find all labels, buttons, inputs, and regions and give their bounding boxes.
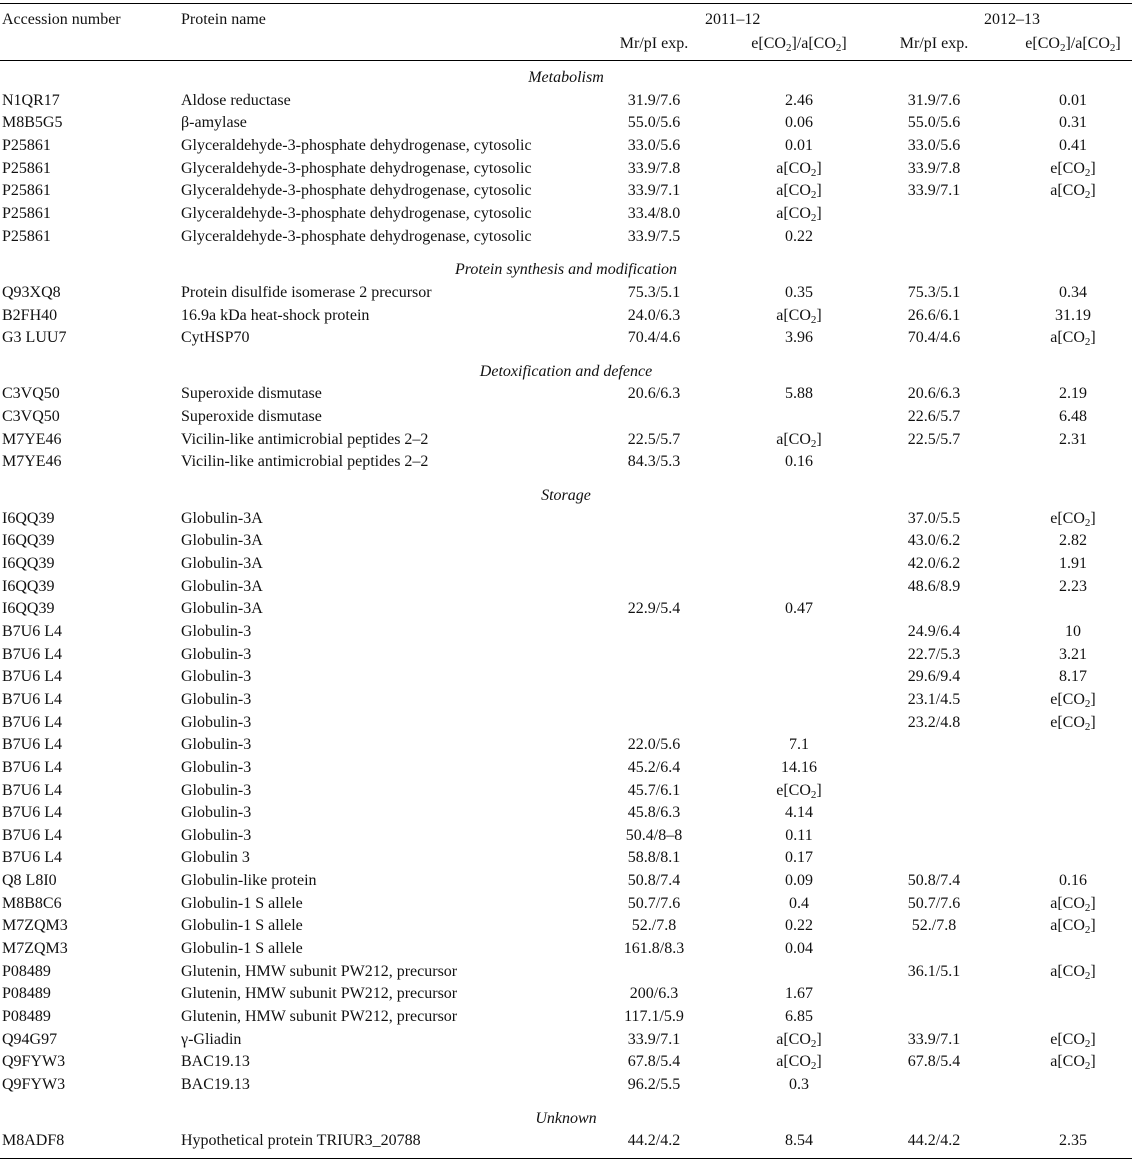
accession-cell: M7ZQM3 [2, 917, 68, 935]
mr-pi-2012-cell: 24.9/6.4 [907, 622, 961, 640]
ratio-2011-cell: 0.11 [785, 826, 813, 844]
accession-cell: B7U6 L4 [2, 668, 62, 686]
mr-pi-2012-cell: 50.8/7.4 [907, 872, 961, 890]
accession-cell: Q94G97 [2, 1030, 58, 1048]
mr-pi-2012-cell: 52./7.8 [911, 917, 957, 935]
accession-cell: P08489 [2, 985, 51, 1003]
mr-pi-2012-cell: 44.2/4.2 [907, 1132, 961, 1150]
protein-name-cell: Globulin-3A [181, 509, 263, 527]
accession-cell: B7U6 L4 [2, 736, 62, 754]
mr-pi-2012-cell: 22.7/5.3 [907, 645, 961, 663]
mr-pi-2011-cell: 20.6/6.3 [627, 385, 681, 403]
accession-cell: M7ZQM3 [2, 940, 68, 958]
header-year-2011-12: 2011–12 [705, 11, 761, 28]
ratio-2011-cell: $a[CO_2]$ [776, 1053, 822, 1073]
protein-name-cell: Globulin-3A [181, 600, 263, 618]
protein-name-cell: Globulin-3 [181, 781, 252, 799]
header-protein-name: Protein name [181, 11, 266, 28]
accession-cell: N1QR17 [2, 91, 60, 109]
protein-name-cell: BAC19.13 [181, 1075, 250, 1093]
mr-pi-2012-cell: 42.0/6.2 [907, 555, 961, 572]
ratio-2011-cell: 2.46 [785, 91, 813, 109]
mr-pi-2012-cell: 50.7/7.6 [907, 894, 961, 912]
accession-cell: Q9FYW3 [2, 1075, 66, 1093]
ratio-2012-cell: 0.01 [1059, 91, 1087, 109]
mr-pi-2012-cell: 29.6/9.4 [907, 668, 961, 686]
protein-name-cell: Globulin-3A [181, 555, 263, 572]
protein-name-cell: Superoxide dismutase [181, 385, 322, 403]
ratio-2012-cell: $a[CO_2]$ [1050, 917, 1096, 937]
protein-name-cell: β-amylase [181, 114, 247, 132]
ratio-2011-cell: 3.96 [785, 329, 813, 347]
ratio-2012-cell: $e[CO_2]$ [1050, 1030, 1096, 1050]
mr-pi-2011-cell: 75.3/5.1 [627, 283, 681, 301]
accession-cell: P25861 [2, 182, 51, 200]
ratio-2012-cell: 1.91 [1059, 555, 1087, 572]
accession-cell: I6QQ39 [2, 577, 55, 595]
accession-cell: B7U6 L4 [2, 758, 62, 776]
protein-name-cell: Superoxide dismutase [181, 408, 322, 426]
header-year-2012-13: 2012–13 [984, 11, 1040, 28]
protein-name-cell: Protein disulfide isomerase 2 precursor [181, 283, 432, 301]
accession-cell: B7U6 L4 [2, 804, 62, 822]
mr-pi-2011-cell: 45.7/6.1 [627, 781, 681, 799]
ratio-2011-cell: 0.09 [785, 872, 813, 890]
mr-pi-2011-cell: 96.2/5.5 [627, 1075, 681, 1093]
section-heading: Metabolism [528, 69, 604, 86]
mr-pi-2011-cell: 33.9/7.8 [627, 159, 681, 177]
ratio-2011-cell: 0.35 [785, 283, 813, 301]
ratio-2011-cell: 0.16 [785, 453, 813, 471]
mr-pi-2012-cell: 33.9/7.1 [907, 1030, 961, 1048]
ratio-2012-cell: $a[CO_2]$ [1050, 182, 1096, 202]
mr-pi-2012-cell: 70.4/4.6 [907, 329, 961, 347]
mr-pi-2012-cell: 75.3/5.1 [907, 283, 961, 301]
accession-cell: B7U6 L4 [2, 781, 62, 799]
ratio-2012-cell: 8.17 [1059, 668, 1087, 686]
mr-pi-2012-cell: 67.8/5.4 [907, 1053, 961, 1071]
section-heading: Storage [541, 487, 591, 505]
ratio-2012-cell: $a[CO_2]$ [1050, 894, 1096, 914]
mr-pi-2011-cell: 70.4/4.6 [627, 329, 681, 347]
header-accession: Accession number [2, 11, 121, 28]
accession-cell: P08489 [2, 1008, 51, 1025]
ratio-2011-cell: $a[CO_2]$ [776, 1030, 822, 1050]
ratio-2011-cell: 0.3 [789, 1075, 809, 1093]
mr-pi-2011-cell: 33.9/7.1 [627, 182, 681, 200]
protein-name-cell: Globulin-3A [181, 532, 263, 550]
protein-name-cell: Vicilin-like antimicrobial peptides 2–2 [181, 430, 429, 448]
ratio-2012-cell: 0.31 [1059, 114, 1087, 132]
ratio-2011-cell: $a[CO_2]$ [776, 430, 822, 450]
mr-pi-2011-cell: 22.5/5.7 [627, 430, 681, 448]
ratio-2011-cell: 0.06 [785, 114, 813, 132]
ratio-2011-cell: 7.1 [789, 736, 809, 754]
accession-cell: M8ADF8 [2, 1132, 65, 1150]
accession-cell: I6QQ39 [2, 600, 55, 618]
mr-pi-2011-cell: 45.2/6.4 [627, 758, 681, 776]
protein-name-cell: Globulin-3 [181, 804, 252, 822]
mr-pi-2011-cell: 22.9/5.4 [627, 600, 681, 618]
protein-name-cell: Hypothetical protein TRIUR3_20788 [181, 1132, 421, 1150]
protein-name-cell: Glutenin, HMW subunit PW212, precursor [181, 962, 458, 980]
ratio-2012-cell: 2.31 [1059, 430, 1087, 448]
section-heading: Protein synthesis and modification [454, 261, 678, 279]
mr-pi-2011-cell: 45.8/6.3 [627, 804, 681, 822]
mr-pi-2012-cell: 22.6/5.7 [907, 408, 961, 426]
mr-pi-2011-cell: 55.0/5.6 [627, 114, 681, 132]
mr-pi-2011-cell: 50.8/7.4 [627, 872, 681, 890]
protein-name-cell: Glyceraldehyde-3-phosphate dehydrogenase, cytosolic [181, 227, 532, 245]
ratio-2012-cell: 31.19 [1055, 306, 1091, 324]
accession-cell: B7U6 L4 [2, 713, 62, 731]
mr-pi-2012-cell: 20.6/6.3 [907, 385, 961, 403]
protein-name-cell: Globulin-3 [181, 622, 252, 640]
ratio-2011-cell: 0.4 [789, 894, 809, 912]
mr-pi-2012-cell: 33.9/7.8 [907, 159, 961, 177]
bottom-rule [0, 1158, 1132, 1159]
ratio-2011-cell: $e[CO_2]$ [776, 781, 822, 801]
ratio-2012-cell: 2.19 [1059, 385, 1087, 403]
protein-name-cell: Globulin-1 S allele [181, 894, 303, 912]
protein-name-cell: Globulin-3 [181, 690, 252, 708]
ratio-2012-cell: $e[CO_2]$ [1050, 159, 1096, 179]
ratio-2011-cell: $a[CO_2]$ [776, 306, 822, 326]
mr-pi-2011-cell: 31.9/7.6 [627, 91, 681, 109]
ratio-2012-cell: $e[CO_2]$ [1050, 509, 1096, 529]
ratio-2011-cell: 0.47 [785, 600, 813, 618]
ratio-2012-cell: $a[CO_2]$ [1050, 962, 1096, 982]
accession-cell: M7YE46 [2, 453, 62, 471]
mr-pi-2012-cell: 33.0/5.6 [907, 136, 961, 154]
mr-pi-2011-cell: 84.3/5.3 [627, 453, 681, 471]
mr-pi-2012-cell: 55.0/5.6 [907, 114, 961, 132]
top-rule [0, 3, 1132, 4]
accession-cell: B7U6 L4 [2, 645, 62, 663]
mr-pi-2011-cell: 50.4/8–8 [625, 826, 683, 844]
accession-cell: B2FH40 [2, 306, 58, 324]
ratio-2012-cell: 10 [1065, 622, 1081, 640]
header-ratio-2011: $e[CO_2]/a[CO_2]$ [751, 35, 847, 54]
ratio-2011-cell: $a[CO_2]$ [776, 159, 822, 179]
ratio-2012-cell: 6.48 [1059, 408, 1087, 426]
accession-cell: B7U6 L4 [2, 690, 62, 708]
mr-pi-2012-cell: 26.6/6.1 [907, 306, 961, 324]
mr-pi-2012-cell: 23.2/4.8 [907, 713, 961, 731]
ratio-2012-cell: $e[CO_2]$ [1050, 690, 1096, 710]
accession-cell: Q9FYW3 [2, 1053, 66, 1071]
mr-pi-2011-cell: 33.9/7.1 [627, 1030, 681, 1048]
mr-pi-2011-cell: 33.0/5.6 [627, 136, 681, 154]
accession-cell: B7U6 L4 [2, 849, 62, 867]
ratio-2011-cell: 8.54 [785, 1132, 813, 1150]
accession-cell: P25861 [2, 136, 51, 154]
protein-name-cell: Globulin 3 [181, 849, 250, 867]
ratio-2011-cell: 0.22 [785, 227, 813, 245]
ratio-2011-cell: $a[CO_2]$ [776, 204, 822, 224]
mr-pi-2011-cell: 33.9/7.5 [627, 227, 681, 245]
protein-name-cell: Globulin-1 S allele [181, 940, 303, 958]
mr-pi-2011-cell: 67.8/5.4 [627, 1053, 681, 1071]
protein-name-cell: Glyceraldehyde-3-phosphate dehydrogenase, cytosolic [181, 204, 532, 222]
ratio-2011-cell: 1.67 [785, 985, 813, 1003]
accession-cell: P25861 [2, 227, 51, 245]
header-rule [0, 60, 1132, 61]
mr-pi-2011-cell: 24.0/6.3 [627, 306, 681, 324]
header-mr-pi-2011: Mr/pI exp. [619, 35, 689, 52]
accession-cell: M8B5G5 [2, 114, 63, 132]
ratio-2011-cell: $a[CO_2]$ [776, 182, 822, 202]
accession-cell: C3VQ50 [2, 385, 60, 403]
mr-pi-2011-cell: 50.7/7.6 [627, 894, 681, 912]
ratio-2012-cell: 3.21 [1059, 645, 1087, 663]
protein-name-cell: Glutenin, HMW subunit PW212, precursor [181, 1008, 458, 1025]
ratio-2012-cell: $a[CO_2]$ [1050, 329, 1096, 349]
ratio-2012-cell: 2.23 [1059, 577, 1087, 595]
protein-name-cell: CytHSP70 [181, 329, 250, 347]
mr-pi-2011-cell: 22.0/5.6 [627, 736, 681, 754]
mr-pi-2011-cell: 161.8/8.3 [623, 940, 685, 958]
ratio-2012-cell: $a[CO_2]$ [1050, 1053, 1096, 1073]
mr-pi-2012-cell: 37.0/5.5 [907, 509, 961, 527]
ratio-2011-cell: 0.17 [785, 849, 813, 867]
protein-name-cell: γ-Gliadin [181, 1030, 242, 1048]
protein-name-cell: Globulin-3A [181, 577, 263, 595]
accession-cell: I6QQ39 [2, 509, 55, 527]
accession-cell: I6QQ39 [2, 532, 55, 550]
protein-name-cell: Globulin-3 [181, 668, 252, 686]
protein-name-cell: 16.9a kDa heat-shock protein [181, 306, 370, 324]
mr-pi-2012-cell: 36.1/5.1 [907, 962, 961, 980]
accession-cell: Q93XQ8 [2, 283, 61, 301]
accession-cell: B7U6 L4 [2, 622, 62, 640]
ratio-2012-cell: 2.35 [1059, 1132, 1087, 1150]
protein-name-cell: Vicilin-like antimicrobial peptides 2–2 [181, 453, 429, 471]
ratio-2012-cell: 0.34 [1059, 283, 1087, 301]
protein-name-cell: Glutenin, HMW subunit PW212, precursor [181, 985, 458, 1003]
protein-name-cell: Globulin-3 [181, 736, 252, 754]
accession-cell: G3 LUU7 [2, 329, 67, 347]
ratio-2011-cell: 5.88 [785, 385, 813, 403]
accession-cell: M7YE46 [2, 430, 62, 448]
protein-name-cell: Globulin-3 [181, 645, 252, 663]
accession-cell: Q8 L8I0 [2, 872, 57, 890]
mr-pi-2011-cell: 58.8/8.1 [627, 849, 681, 867]
ratio-2011-cell: 4.14 [785, 804, 813, 822]
mr-pi-2011-cell: 200/6.3 [629, 985, 679, 1003]
accession-cell: M8B8C6 [2, 894, 62, 912]
mr-pi-2012-cell: 43.0/6.2 [907, 532, 961, 550]
section-heading: Unknown [535, 1109, 597, 1127]
mr-pi-2011-cell: 52./7.8 [631, 917, 677, 935]
ratio-2011-cell: 0.22 [785, 917, 813, 935]
ratio-2011-cell: 6.85 [785, 1008, 813, 1025]
protein-name-cell: Globulin-3 [181, 826, 252, 844]
protein-name-cell: Glyceraldehyde-3-phosphate dehydrogenase, cytosolic [181, 136, 532, 154]
accession-cell: I6QQ39 [2, 555, 55, 572]
accession-cell: P25861 [2, 204, 51, 222]
ratio-2011-cell: 14.16 [781, 758, 817, 776]
header-mr-pi-2012: Mr/pI exp. [899, 35, 969, 52]
mr-pi-2011-cell: 117.1/5.9 [624, 1008, 684, 1025]
mr-pi-2012-cell: 31.9/7.6 [907, 91, 961, 109]
mr-pi-2012-cell: 33.9/7.1 [907, 182, 961, 200]
mr-pi-2012-cell: 23.1/4.5 [907, 690, 961, 708]
mr-pi-2012-cell: 22.5/5.7 [907, 430, 961, 448]
ratio-2011-cell: 0.01 [785, 136, 813, 154]
protein-name-cell: Glyceraldehyde-3-phosphate dehydrogenase, cytosolic [181, 182, 532, 200]
mr-pi-2011-cell: 44.2/4.2 [627, 1132, 681, 1150]
mr-pi-2011-cell: 33.4/8.0 [627, 204, 681, 222]
protein-name-cell: Glyceraldehyde-3-phosphate dehydrogenase, cytosolic [181, 159, 532, 177]
ratio-2012-cell: 0.16 [1059, 872, 1087, 890]
ratio-2012-cell: 2.82 [1059, 532, 1087, 550]
protein-name-cell: Globulin-3 [181, 713, 252, 731]
mr-pi-2012-cell: 48.6/8.9 [907, 577, 961, 595]
accession-cell: C3VQ50 [2, 408, 60, 426]
ratio-2012-cell: 0.41 [1059, 136, 1087, 154]
ratio-2012-cell: $e[CO_2]$ [1050, 713, 1096, 733]
protein-name-cell: Globulin-like protein [181, 872, 317, 890]
protein-name-cell: Aldose reductase [181, 91, 291, 109]
protein-name-cell: Globulin-1 S allele [181, 917, 303, 935]
accession-cell: P25861 [2, 159, 51, 177]
protein-name-cell: BAC19.13 [181, 1053, 250, 1071]
header-ratio-2012: $e[CO_2]/a[CO_2]$ [1025, 35, 1121, 54]
ratio-2011-cell: 0.04 [785, 940, 813, 958]
accession-cell: P08489 [2, 962, 51, 980]
section-heading: Detoxification and defence [479, 362, 653, 380]
protein-name-cell: Globulin-3 [181, 758, 252, 776]
accession-cell: B7U6 L4 [2, 826, 62, 844]
